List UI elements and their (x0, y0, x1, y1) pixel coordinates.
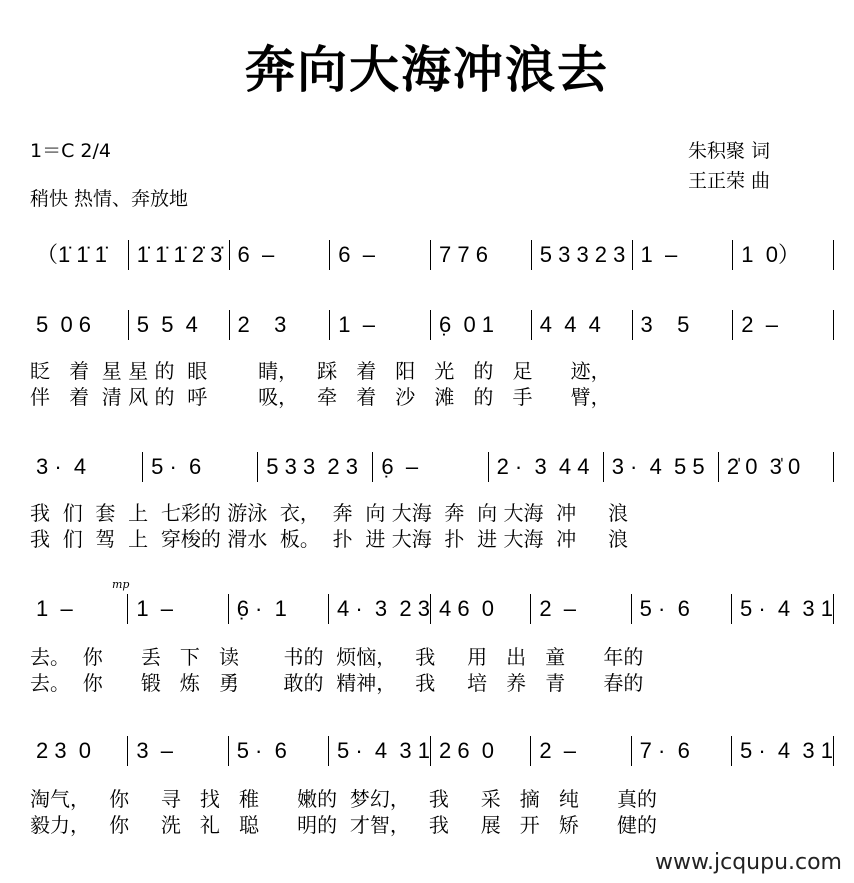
measure: 1 – (330, 310, 431, 340)
staff-row (28, 736, 834, 766)
measure: 1 – (633, 240, 734, 270)
measure: 5 · 4 3 1 (732, 736, 834, 766)
measure: 6 – (230, 240, 331, 270)
measure: 5 · 6 (229, 736, 329, 766)
measure: 5 3 3 2 3 (532, 240, 633, 270)
dynamic-marking: mp (112, 578, 130, 591)
measure: 1 – (28, 594, 128, 624)
measure: 5 · 6 (632, 594, 732, 624)
measure: 2 – (733, 310, 834, 340)
measure: 4 4 4 (532, 310, 633, 340)
measure: 2 · 3 4 4 (489, 452, 604, 482)
measure: 2̍ 0 3̍ 0 (719, 452, 834, 482)
measure: （1̇ 1̇ 1̇ (28, 240, 129, 270)
watermark: www.jcqupu.com (655, 850, 842, 875)
measure: 2 – (531, 594, 631, 624)
lyric-line: 去。 你 锻 炼 勇 敢的 精神， 我 培 养 青 春的 (30, 671, 644, 695)
lyricist: 朱积聚 词 (688, 140, 771, 162)
measure: 5 0 6 (28, 310, 129, 340)
song-title: 奔向大海冲浪去 (245, 41, 609, 99)
measure: 2 6 0 (431, 736, 531, 766)
staff-row (28, 310, 834, 340)
measure: 1 – (128, 594, 228, 624)
measure: 5 · 4 3 1 (732, 594, 834, 624)
measure: 6̣ 0 1 (431, 310, 532, 340)
measure: 1 0） (733, 240, 834, 270)
measure: 5 5 4 (129, 310, 230, 340)
measure: 5 · 6 (143, 452, 258, 482)
staff-row (28, 594, 834, 624)
staff-row (28, 452, 834, 482)
measure: 6̣ · 1 (229, 594, 329, 624)
measure: 2 3 (230, 310, 331, 340)
measure: 3 – (128, 736, 228, 766)
measure: 5 3 3 2 3 (258, 452, 373, 482)
key-signature: 1＝C 2/4 (30, 140, 111, 162)
lyric-line: 毅力， 你 洗 礼 聪 明的 才智， 我 展 开 矫 健的 (30, 813, 658, 837)
lyric-line: 眨 着 星 星 的 眼 睛， 踩 着 阳 光 的 足 迹， (30, 359, 611, 383)
measure: 1̇ 1̇ 1̇ 2̇ 3̇ (129, 240, 230, 270)
measure: 3 · 4 5 5 (604, 452, 719, 482)
measure: 5 · 4 3 1 (329, 736, 431, 766)
measure: 7 · 6 (632, 736, 732, 766)
composer: 王正荣 曲 (688, 170, 771, 192)
measure: 2 3 0 (28, 736, 128, 766)
measure: 3 · 4 (28, 452, 143, 482)
lyric-line: 我 们 套 上 七彩的 游泳 衣， 奔 向 大海 奔 向 大海 冲 浪 (30, 501, 629, 525)
lyric-line: 淘气， 你 寻 找 稚 嫩的 梦幻， 我 采 摘 纯 真的 (30, 787, 658, 811)
measure: 4 · 3 2 3 (329, 594, 431, 624)
lyric-line: 伴 着 清 风 的 呼 吸， 牵 着 沙 滩 的 手 臂， (30, 385, 611, 409)
measure: 4 6 0 (431, 594, 531, 624)
measure: 7 7 6 (431, 240, 532, 270)
measure: 3 5 (633, 310, 734, 340)
tempo-marking: 稍快 热情、奔放地 (30, 188, 189, 210)
measure: 6̣ – (373, 452, 488, 482)
staff-row (28, 240, 834, 270)
measure: 6 – (330, 240, 431, 270)
measure: 2 – (531, 736, 631, 766)
lyric-line: 我 们 驾 上 穿梭的 滑水 板。 扑 进 大海 扑 进 大海 冲 浪 (30, 527, 629, 551)
lyric-line: 去。 你 丢 下 读 书的 烦恼， 我 用 出 童 年的 (30, 645, 644, 669)
